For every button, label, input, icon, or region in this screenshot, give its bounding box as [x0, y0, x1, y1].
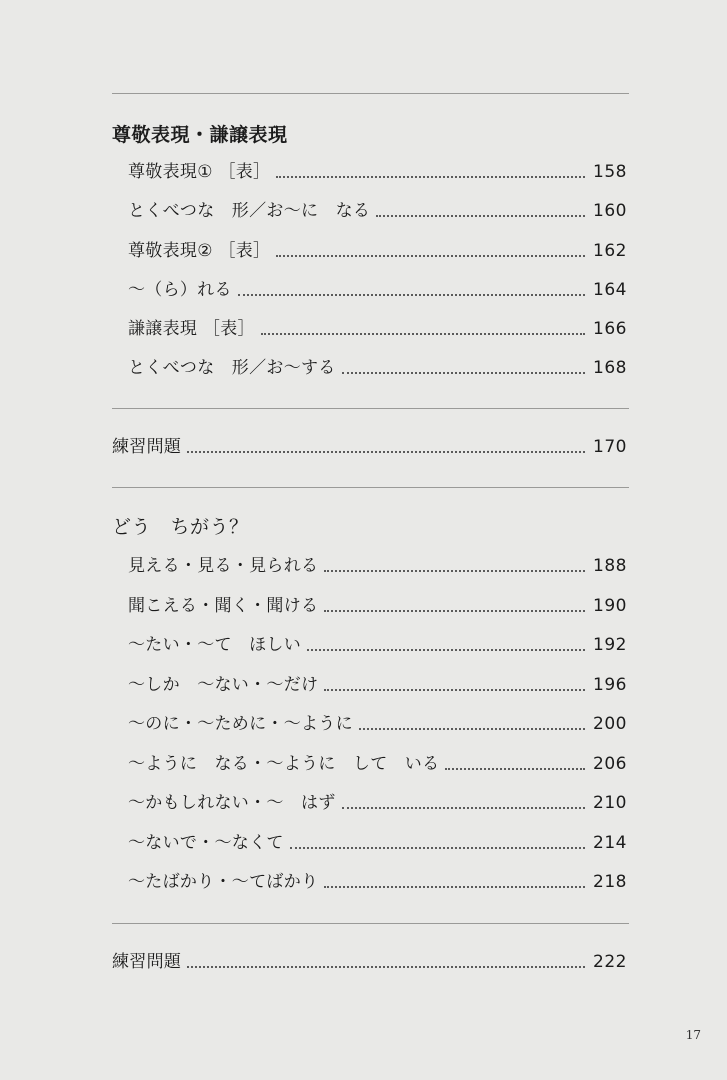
entry-title: ～ないで・～なくて: [128, 833, 284, 853]
toc-entry[interactable]: [112, 435, 627, 459]
entry-title: 聞こえる・聞く・聞ける: [128, 596, 319, 616]
page-number: 214: [593, 833, 627, 853]
entry-title: ～のに・～ために・～ように: [128, 714, 353, 734]
page-number: 170: [593, 437, 627, 457]
entry-title: 尊敬表現① ［表］: [128, 162, 271, 182]
entry-title: 謙譲表現 ［表］: [128, 319, 255, 339]
toc-entry[interactable]: [128, 831, 627, 855]
page-number: 200: [593, 714, 627, 734]
page-number: 166: [593, 319, 627, 339]
toc-entry[interactable]: [112, 950, 627, 974]
page-number: 206: [593, 754, 627, 774]
entry-title: とくべつな 形／お～する: [128, 358, 336, 378]
entry-title: 練習問題: [112, 437, 182, 457]
page-number: 164: [593, 280, 627, 300]
page-number: 218: [593, 872, 627, 892]
toc-entry[interactable]: [128, 199, 627, 223]
dot-leader: [324, 570, 585, 572]
toc-entry[interactable]: [128, 160, 627, 184]
page-number: 162: [593, 241, 627, 261]
toc-entry[interactable]: [128, 594, 627, 618]
toc-entry[interactable]: [128, 752, 627, 776]
dot-leader: [342, 807, 585, 809]
entry-title: ～しか ～ない・～だけ: [128, 675, 319, 695]
entry-title: ～かもしれない・～ はず: [128, 793, 336, 813]
divider-rule: [112, 408, 629, 409]
page-number: 160: [593, 201, 627, 221]
page-number: 210: [593, 793, 627, 813]
page-number: 222: [593, 952, 627, 972]
entry-title: ～ように なる・～ように して いる: [128, 754, 440, 774]
dot-leader: [187, 966, 585, 968]
entry-title: ～たい・～て ほしい: [128, 635, 301, 655]
toc-entry[interactable]: [128, 712, 627, 736]
dot-leader: [324, 886, 585, 888]
toc-entry[interactable]: [128, 317, 627, 341]
dot-leader: [187, 451, 585, 453]
page-number: 158: [593, 162, 627, 182]
page-number: 168: [593, 358, 627, 378]
section-heading: 尊敬表現・謙譲表現: [112, 124, 288, 146]
dot-leader: [261, 333, 585, 335]
entry-title: 見える・見る・見られる: [128, 556, 319, 576]
toc-entry[interactable]: [128, 791, 627, 815]
dot-leader: [445, 768, 585, 770]
divider-rule: [112, 923, 629, 924]
toc-entry[interactable]: [128, 554, 627, 578]
toc-entry[interactable]: [128, 633, 627, 657]
dot-leader: [359, 728, 585, 730]
page-number: 192: [593, 635, 627, 655]
toc-entry[interactable]: [128, 239, 627, 263]
dot-leader: [276, 255, 585, 257]
page-number: 188: [593, 556, 627, 576]
toc-entry[interactable]: [128, 673, 627, 697]
toc-entry[interactable]: [128, 278, 627, 302]
dot-leader: [276, 176, 585, 178]
entry-title: ～（ら）れる: [128, 280, 232, 300]
toc-entry[interactable]: [128, 356, 627, 380]
dot-leader: [376, 215, 585, 217]
dot-leader: [238, 294, 585, 296]
page-number: 196: [593, 675, 627, 695]
divider-rule: [112, 487, 629, 488]
dot-leader: [342, 372, 585, 374]
dot-leader: [307, 649, 585, 651]
page-folio: 17: [685, 1028, 701, 1042]
dot-leader: [324, 689, 585, 691]
dot-leader: [290, 847, 585, 849]
page-number: 190: [593, 596, 627, 616]
entry-title: とくべつな 形／お～に なる: [128, 201, 371, 221]
divider-rule: [112, 93, 629, 94]
entry-title: 尊敬表現② ［表］: [128, 241, 271, 261]
toc-entry[interactable]: [128, 870, 627, 894]
dot-leader: [324, 610, 585, 612]
entry-title: 練習問題: [112, 952, 182, 972]
section-heading: どう ちがう？: [112, 516, 249, 538]
entry-title: ～たばかり・～てばかり: [128, 872, 319, 892]
